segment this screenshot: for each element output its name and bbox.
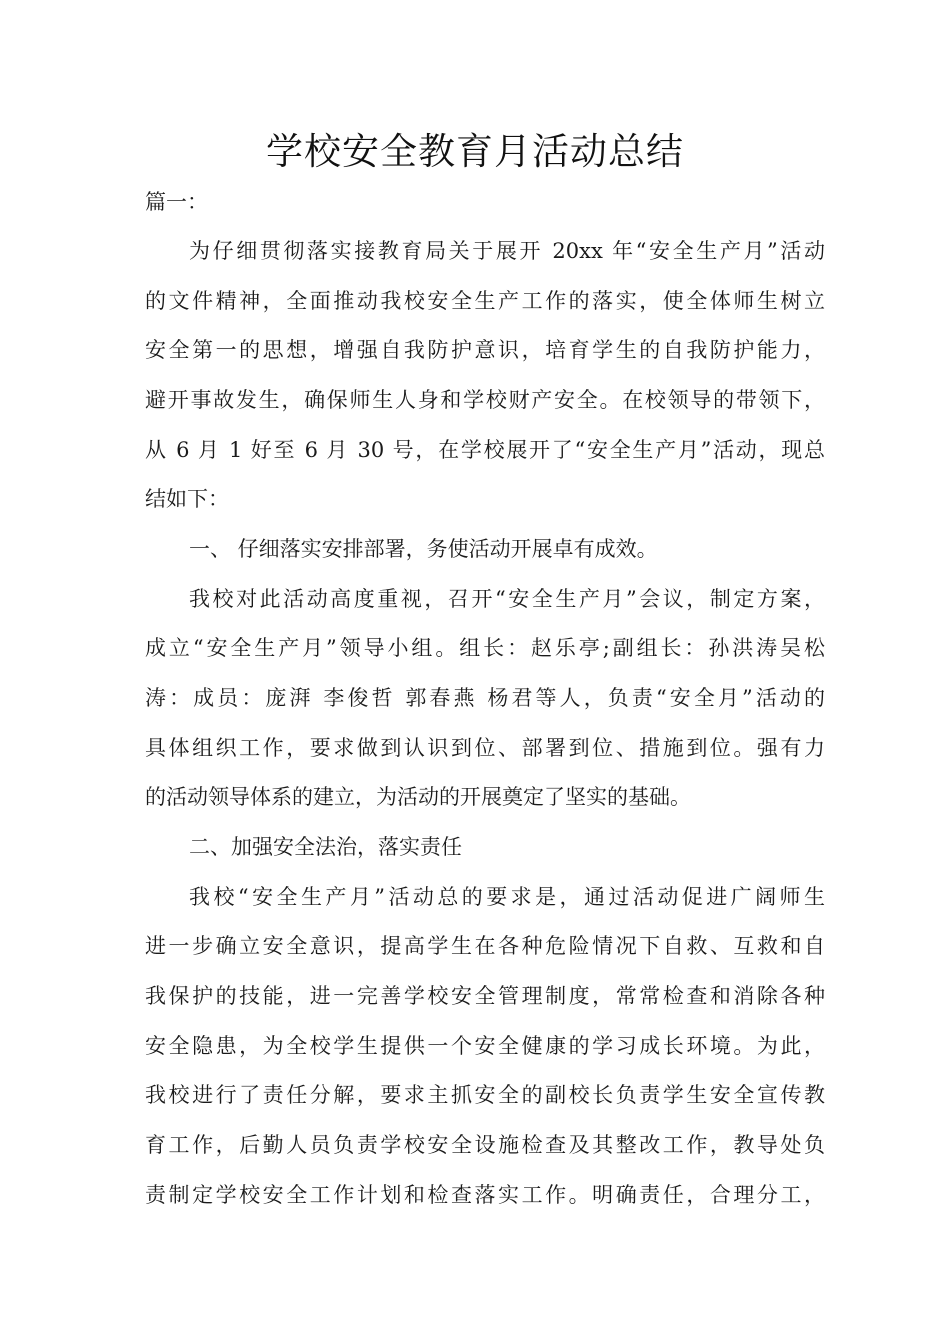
- paragraph-line: 结如下：: [145, 487, 229, 511]
- section-heading: 一、 仔细落实安排部署，务使活动开展卓有成效。: [189, 537, 658, 561]
- paragraph-line: 具体组织工作，要求做到认识到位、部署到位、措施到位。强有力: [145, 736, 825, 760]
- paragraph-line: 避开事故发生，确保师生人身和学校财产安全。在校领导的带领下，: [145, 388, 825, 412]
- paragraph-line: 责制定学校安全工作计划和检查落实工作。明确责任，合理分工，: [145, 1183, 825, 1207]
- paragraph-line: 育工作，后勤人员负责学校安全设施检查及其整改工作，教导处负: [145, 1133, 825, 1157]
- section-heading: 二、加强安全法治，落实责任: [189, 835, 462, 859]
- document-title: 学校安全教育月活动总结: [266, 130, 684, 173]
- paragraph-line: 为仔细贯彻落实接教育局关于展开 20xx 年“安全生产月”活动: [189, 239, 825, 263]
- paragraph-line: 从 6 月 1 好至 6 月 30 号，在学校展开了“安全生产月”活动，现总: [145, 438, 825, 462]
- section-label: 篇一：: [145, 190, 208, 214]
- paragraph-line: 安全隐患，为全校学生提供一个安全健康的学习成长环境。为此，: [145, 1034, 825, 1058]
- paragraph-line: 涛：成员：庞湃 李俊哲 郭春燕 杨君等人，负责“安全月”活动的: [145, 686, 825, 710]
- paragraph-line: 我校“安全生产月”活动总的要求是，通过活动促进广阔师生: [189, 885, 825, 909]
- paragraph-line: 进一步确立安全意识，提高学生在各种危险情况下自救、互救和自: [145, 934, 825, 958]
- paragraph-line: 我校对此活动高度重视，召开“安全生产月”会议，制定方案，: [189, 587, 825, 611]
- paragraph-line: 安全第一的思想，增强自我防护意识，培育学生的自我防护能力，: [145, 338, 825, 362]
- paragraph-line: 的活动领导体系的建立，为活动的开展奠定了坚实的基础。: [145, 785, 691, 809]
- paragraph-line: 的文件精神，全面推动我校安全生产工作的落实，使全体师生树立: [145, 289, 825, 313]
- paragraph-line: 我校进行了责任分解，要求主抓安全的副校长负责学生安全宣传教: [145, 1083, 825, 1107]
- paragraph-line: 成立“安全生产月”领导小组。组长：赵乐亭;副组长：孙洪涛吴松: [145, 636, 825, 660]
- paragraph-line: 我保护的技能，进一完善学校安全管理制度，常常检查和消除各种: [145, 984, 825, 1008]
